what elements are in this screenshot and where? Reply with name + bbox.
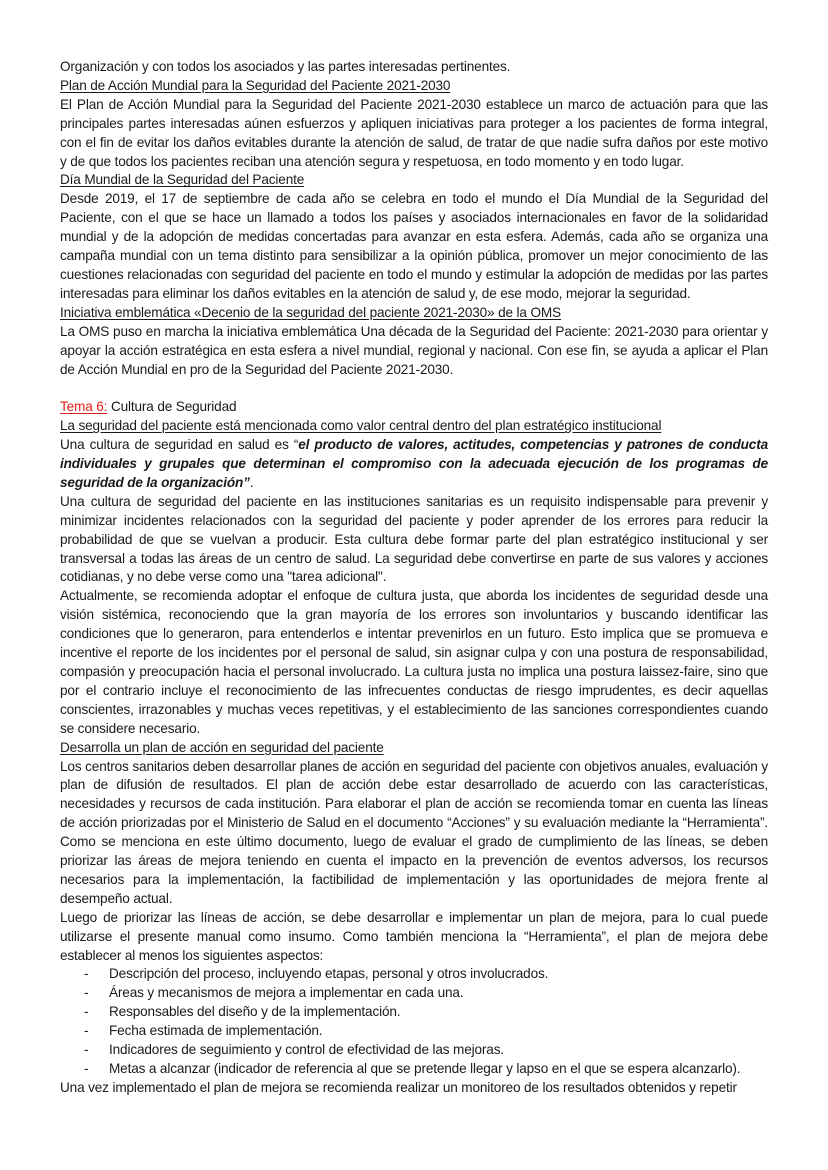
list-item-text: Fecha estimada de implementación. xyxy=(109,1023,323,1039)
tema-name: Cultura de Seguridad xyxy=(107,399,237,415)
quote-prefix: Una cultura de seguridad en salud es “ xyxy=(60,437,299,453)
intro-line: Organización y con todos los asociados y las partes interesadas pertinentes. xyxy=(60,59,511,74)
list-item-text: Indicadores de seguimiento y control de efectividad de las mejoras. xyxy=(109,1042,504,1058)
list-item-text: Descripción del proceso, incluyendo etapas, personal y otros involucrados. xyxy=(109,966,549,982)
section-iniciativa-oms xyxy=(60,304,768,380)
section-heading: La seguridad del paciente está mencionada como valor central dentro del plan estratégico institucional xyxy=(60,418,662,434)
definition-quote: el producto de valores, actitudes, competencias y patrones de conducta individuales y grupales que determinan el compromiso con la adecuada ejecución de los programas de seguridad de la organización” xyxy=(60,437,768,490)
list-item-text: Metas a alcanzar (indicador de referencia al que se pretende llegar y lapso en el que se espera alcanzarlo). xyxy=(109,1061,741,1077)
list-item xyxy=(60,1022,768,1041)
section-body: La OMS puso en marcha la iniciativa emblemática Una década de la Seguridad del Paciente: 2021-2030 para orientar y apoyar la acción estratégica en esta esfera a nivel mundial, regional y nacional. Con ese fin, se ayuda a aplicar el Plan de Acción Mundial en pro de la Seguridad del Paciente 2021-2030. xyxy=(60,323,768,377)
section-body: Desde 2019, el 17 de septiembre de cada año se celebra en todo el mundo el Día Mundial de la Seguridad del Paciente, con el que se hace un llamado a todos los países y asociados internacionales en favor de la solidaridad mundial y de la adopción de medidas concertadas para avanzar en esta esfera. Además, cada año se organiza una campaña mundial con un tema distinto para sensibilizar a la opinión pública, promover un mejor conocimiento de las cuestiones relacionadas con seguridad del paciente en todo el mundo y estimular la adopción de medidas por las partes interesadas para eliminar los daños evitables en la atención de salud y, de ese modo, mejorar la seguridad. xyxy=(60,191,768,301)
list-item xyxy=(60,1003,768,1022)
section-heading: Iniciativa emblemática «Decenio de la seguridad del paciente 2021-2030» de la OMS xyxy=(60,304,561,320)
list-item xyxy=(60,965,768,984)
list-item xyxy=(60,1041,768,1060)
bullet-dash-icon: - xyxy=(84,1023,89,1039)
section-body: Los centros sanitarios deben desarrollar planes de acción en seguridad del paciente con objetivos anuales, evaluación y plan de difusión de resultados. El plan de acción debe estar desarrollado de acuerdo con las características, necesidades y recursos de cada institución. Para elaborar el plan de acción se recomienda tomar en cuenta las líneas de acción priorizadas por el Ministerio de Salud en el documento “Acciones” y su evaluación mediante la “Herramienta”. Como se menciona en este último documento, luego de evaluar el grado de cumplimiento de las líneas, se deben priorizar las áreas de mejora teniendo en cuenta el impacto en la prevención de eventos adversos, los recursos necesarios para la implementación, la factibilidad de implementación y las oportunidades de mejora frente al desempeño actual. xyxy=(60,758,768,906)
section-body: Actualmente, se recomienda adoptar el enfoque de cultura justa, que aborda los incidentes de seguridad desde una visión sistémica, reconociendo que la gran mayoría de los errores son involuntarios y buscando identificar las condiciones que lo generaron, para entenderlos e intentar prevenirlos en un futuro. Esto implica que se promueva e incentive el reporte de los incidentes por el personal de salud, sin asignar culpa y con una postura de responsabilidad, compasión y preocupación hacia el personal involucrado. La cultura justa no implica una postura laissez-faire, sino que por el contrario incluye el reconocimiento de las infrecuentes conductas de riesgo imprudentes, es decir aquellas conscientes, irrazonables y muchas veces repetitivas, y el establecimiento de las sanciones correspondientes cuando se considere necesario. xyxy=(60,588,768,736)
quote-suffix: . xyxy=(249,474,254,490)
list-item xyxy=(60,984,768,1003)
bullet-dash-icon: - xyxy=(84,1061,89,1077)
document-page xyxy=(60,58,768,1098)
blank-line xyxy=(60,379,768,398)
bullet-dash-icon: - xyxy=(84,1004,89,1020)
definition-paragraph xyxy=(60,436,768,493)
aspects-list xyxy=(60,965,768,1078)
closing-line: Una vez implementado el plan de mejora se recomienda realizar un monitoreo de los resultados obtenidos y repetir xyxy=(60,1079,737,1095)
section-body: Una cultura de seguridad del paciente en las instituciones sanitarias es un requisito indispensable para prevenir y minimizar incidentes relacionados con la seguridad del paciente y poder aprender de los errores para reducir la probabilidad de que se vuelvan a producir. Esta cultura debe formar parte del plan estratégico institucional y ser transversal a todas las áreas de un centro de salud. La seguridad debe convertirse en parte de sus valores y acciones cotidianas, y no debe verse como una "tarea adicional". xyxy=(60,493,768,585)
bullet-dash-icon: - xyxy=(84,985,89,1001)
section-heading: Desarrolla un plan de acción en seguridad del paciente xyxy=(60,739,384,755)
section-plan-de-accion xyxy=(60,739,768,1098)
list-item-text: Responsables del diseño y de la implementación. xyxy=(109,1004,401,1020)
section-cultura-seguridad xyxy=(60,417,768,738)
list-item xyxy=(60,1060,768,1079)
section-heading: Plan de Acción Mundial para la Seguridad del Paciente 2021-2030 xyxy=(60,77,451,93)
section-heading: Día Mundial de la Seguridad del Paciente xyxy=(60,172,305,188)
tema-title xyxy=(60,398,768,417)
bullet-dash-icon: - xyxy=(84,1042,89,1058)
tema-label: Tema 6: xyxy=(60,399,108,415)
section-dia-mundial xyxy=(60,171,768,303)
bullet-dash-icon: - xyxy=(84,966,89,982)
list-item-text: Áreas y mecanismos de mejora a implementar en cada una. xyxy=(109,985,464,1001)
section-plan-accion-mundial xyxy=(60,77,768,172)
section-body: El Plan de Acción Mundial para la Seguridad del Paciente 2021-2030 establece un marco de actuación para que las principales partes interesadas aúnen esfuerzos y apliquen iniciativas para proteger a los pacientes de forma integral, con el fin de evitar los daños evitables durante la atención de salud, de tratar de que nadie sufra daños por este motivo y de que todos los pacientes reciban una atención segura y respetuosa, en todo momento y en todo lugar. xyxy=(60,96,768,169)
section-body: Luego de priorizar las líneas de acción, se debe desarrollar e implementar un plan de mejora, para lo cual puede utilizarse el presente manual como insumo. Como también menciona la “Herramienta”, el plan de mejora debe establecer al menos los siguientes aspectos: xyxy=(60,909,768,963)
